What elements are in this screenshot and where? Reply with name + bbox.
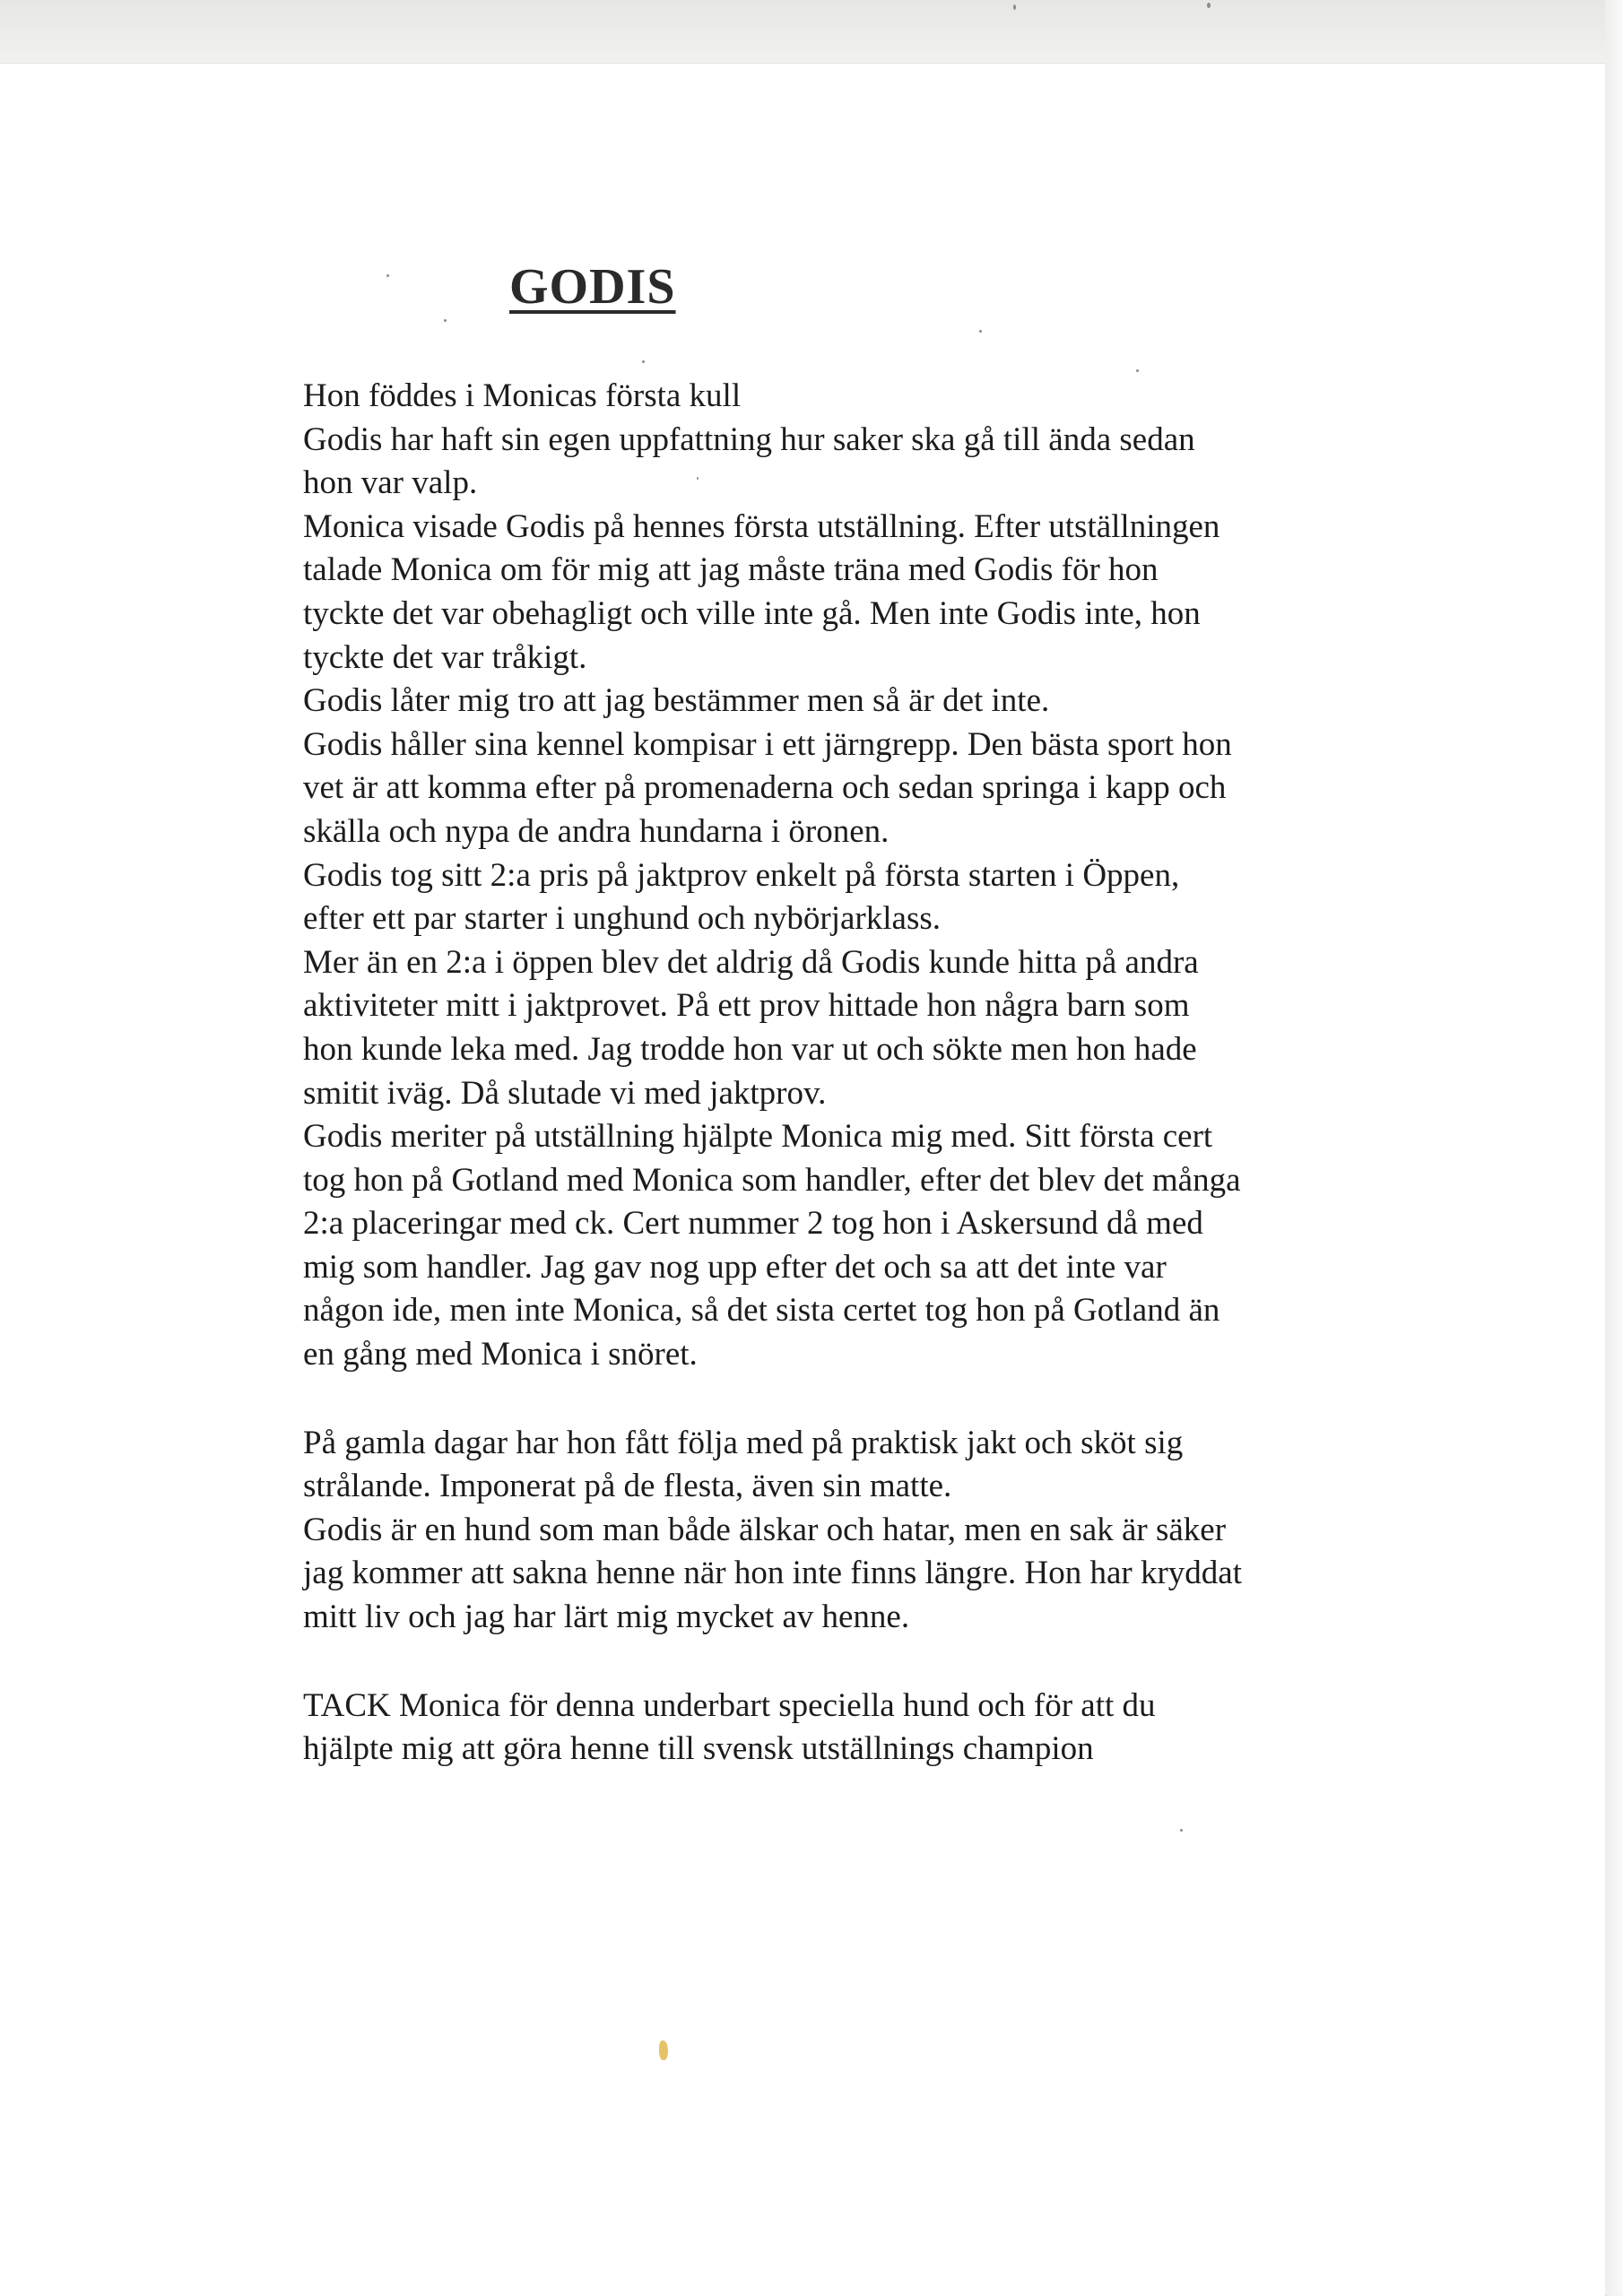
scan-speck bbox=[444, 319, 447, 322]
text-line: Godis låter mig tro att jag bestämmer men så är det inte. bbox=[303, 682, 1050, 720]
text-line: strålande. Imponerat på de flesta, även sin matte. bbox=[303, 1468, 952, 1505]
paragraph-gap bbox=[303, 1377, 1406, 1422]
text-line: aktiviteter mitt i jaktprovet. På ett prov hittade hon några barn som bbox=[303, 987, 1190, 1025]
text-line: en gång med Monica i snöret. bbox=[303, 1336, 698, 1373]
text-line: tyckte det var obehagligt och ville inte gå. Men inte Godis inte, hon bbox=[303, 594, 1201, 632]
text-line: jag kommer att sakna henne när hon inte finns längre. Hon har kryddat bbox=[303, 1555, 1242, 1592]
text-line: tog hon på Gotland med Monica som handler, efter det blev det många bbox=[303, 1161, 1241, 1199]
text-line: någon ide, men inte Monica, så det sista certet tog hon på Gotland än bbox=[303, 1292, 1220, 1330]
text-line: vet är att komma efter på promenaderna och sedan springa i kapp och bbox=[303, 769, 1227, 807]
text-line: hon kunde leka med. Jag trodde hon var ut och sökte men hon hade bbox=[303, 1030, 1197, 1068]
document-title: GODIS bbox=[509, 259, 676, 315]
text-line: hon var valp. bbox=[303, 464, 478, 502]
scan-speck bbox=[1013, 4, 1016, 10]
text-line: efter ett par starter i unghund och nybörjarklass. bbox=[303, 900, 941, 938]
scan-speck bbox=[1180, 1829, 1183, 1832]
scan-speck bbox=[386, 274, 389, 277]
text-line: tyckte det var tråkigt. bbox=[303, 638, 587, 676]
text-line: mig som handler. Jag gav nog upp efter det och sa att det inte var bbox=[303, 1248, 1167, 1286]
scan-speck bbox=[697, 477, 699, 480]
scan-speck bbox=[642, 360, 645, 363]
scan-top-margin bbox=[0, 0, 1623, 65]
text-line: smitit iväg. Då slutade vi med jaktprov. bbox=[303, 1074, 827, 1112]
text-line: TACK Monica för denna underbart speciella hund och för att du bbox=[303, 1686, 1156, 1724]
scan-speck bbox=[979, 330, 982, 333]
scan-speck bbox=[1136, 369, 1139, 372]
text-line: Godis har haft sin egen uppfattning hur saker ska gå till ända sedan bbox=[303, 420, 1195, 458]
paragraph-gap bbox=[303, 1640, 1406, 1685]
text-line: På gamla dagar har hon fått följa med på praktisk jakt och sköt sig bbox=[303, 1424, 1184, 1461]
text-line: Godis tog sitt 2:a pris på jaktprov enkelt på första starten i Öppen, bbox=[303, 856, 1180, 894]
paper-stain bbox=[659, 2040, 668, 2060]
text-line: Mer än en 2:a i öppen blev det aldrig då Godis kunde hitta på andra bbox=[303, 943, 1199, 981]
text-line: Godis är en hund som man både älskar och hatar, men en sak är säker bbox=[303, 1511, 1227, 1548]
document-body bbox=[303, 375, 1406, 1772]
text-line: 2:a placeringar med ck. Cert nummer 2 tog hon i Askersund då med bbox=[303, 1205, 1203, 1243]
text-line: Hon föddes i Monicas första kull bbox=[303, 377, 742, 414]
text-line: talade Monica om för mig att jag måste träna med Godis för hon bbox=[303, 551, 1159, 589]
scan-speck bbox=[1207, 3, 1211, 8]
page-edge-shadow bbox=[1605, 0, 1623, 2295]
text-line: mitt liv och jag har lärt mig mycket av henne. bbox=[303, 1599, 910, 1636]
text-line: skälla och nypa de andra hundarna i öronen. bbox=[303, 812, 890, 850]
text-line: Godis håller sina kennel kompisar i ett järngrepp. Den bästa sport hon bbox=[303, 725, 1232, 763]
text-line: Monica visade Godis på hennes första utställning. Efter utställningen bbox=[303, 507, 1220, 545]
text-line: Godis meriter på utställning hjälpte Monica mig med. Sitt första cert bbox=[303, 1118, 1213, 1156]
text-line: hjälpte mig att göra henne till svensk utställnings champion bbox=[303, 1730, 1094, 1768]
